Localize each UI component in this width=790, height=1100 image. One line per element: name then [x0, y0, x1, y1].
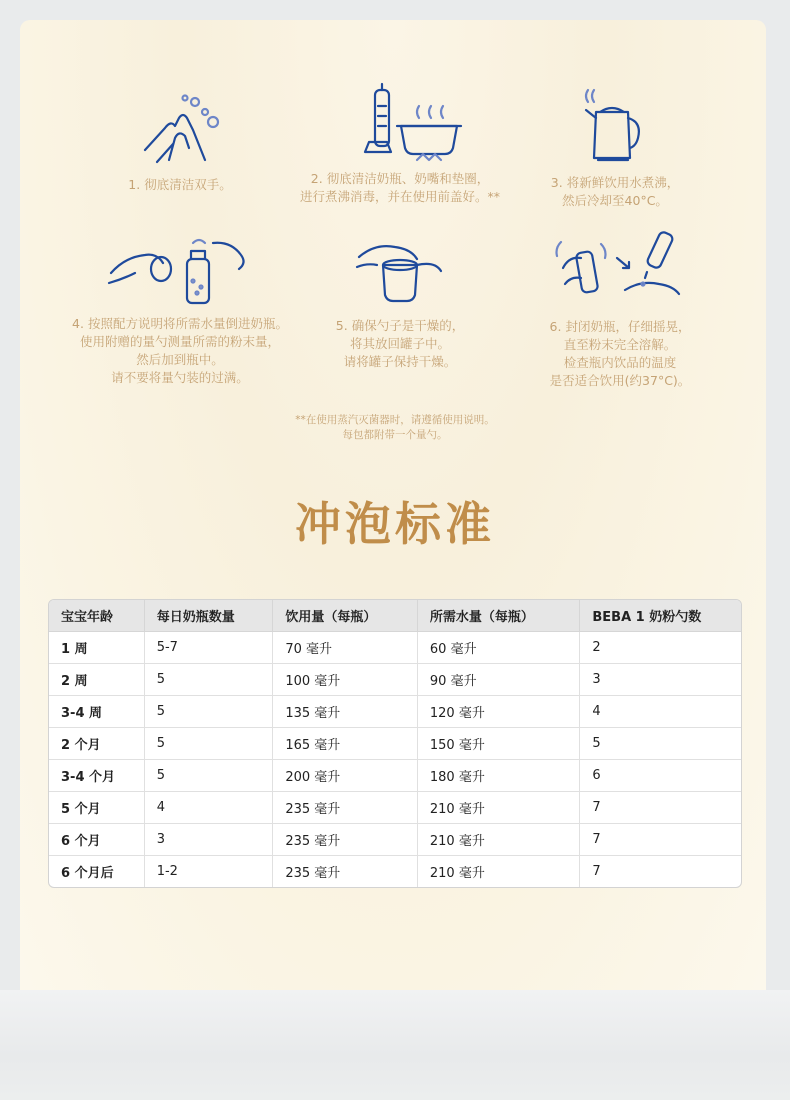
column-header: 饮用量（每瓶） [273, 600, 418, 632]
step-caption-line: 请不要将量勺装的过满。 [111, 370, 249, 385]
table-cell: 150 毫升 [418, 728, 581, 760]
step-3 [515, 88, 715, 210]
table-cell: 200 毫升 [273, 760, 418, 792]
kettle-icon [580, 88, 650, 168]
table-cell: 7 [580, 792, 741, 824]
step-6 [515, 228, 725, 390]
step-caption-line: 请将罐子保持干燥。 [343, 354, 457, 369]
step-caption-line: 然后冷却至40°C。 [562, 193, 668, 208]
table-cell: 235 毫升 [273, 856, 418, 887]
step-caption-line: 然后加到瓶中。 [136, 352, 224, 367]
table-row [49, 664, 741, 696]
table-cell: 1-2 [145, 856, 274, 887]
table-cell: 5 个月 [49, 792, 145, 824]
step-4 [55, 233, 305, 387]
table-cell: 6 个月后 [49, 856, 145, 887]
table-cell: 60 毫升 [418, 632, 581, 664]
column-header: 每日奶瓶数量 [145, 600, 274, 632]
table-cell: 2 个月 [49, 728, 145, 760]
table-cell: 3-4 个月 [49, 760, 145, 792]
table-cell: 5 [145, 728, 274, 760]
column-header: BEBA 1 奶粉勺数 [580, 600, 741, 632]
hand-washing-icon [135, 90, 225, 170]
note-line: 每包都附带一个量勺。 [342, 429, 448, 441]
table-header-row [49, 600, 741, 632]
step-caption-line: 是否适合饮用(约37°C)。 [549, 373, 691, 388]
table-row [49, 760, 741, 792]
step-caption-line: 检查瓶内饮品的温度 [563, 355, 677, 370]
table-cell: 3 [580, 664, 741, 696]
table-cell: 210 毫升 [418, 792, 581, 824]
table-cell: 5-7 [145, 632, 274, 664]
table-cell: 5 [145, 696, 274, 728]
step-caption-line: 6. 封闭奶瓶，仔细摇晃， [549, 319, 691, 334]
feeding-table [48, 599, 742, 888]
table-cell: 135 毫升 [273, 696, 418, 728]
table-cell: 6 [580, 760, 741, 792]
table-cell: 7 [592, 864, 601, 879]
table-cell: 180 毫升 [418, 760, 581, 792]
shake-bottle-icon [555, 228, 685, 306]
table-cell: 235 毫升 [273, 792, 418, 824]
table-cell: 100 毫升 [273, 664, 418, 696]
table-cell: 5 [580, 728, 741, 760]
table-cell: 120 毫升 [418, 696, 581, 728]
table-row [49, 728, 741, 760]
step-caption-line: 2. 彻底清洁奶瓶、奶嘴和垫圈， [310, 171, 490, 186]
table-cell: 210 毫升 [418, 856, 581, 887]
table-row [49, 824, 741, 856]
note-line: **在使用蒸汽灭菌器时，请遵循使用说明。 [295, 414, 495, 426]
scoop-can-icon [355, 237, 445, 307]
table-row [49, 632, 741, 664]
step-caption-line: 使用附赠的量勺测量所需的粉末量， [79, 334, 280, 349]
step-caption-line: 进行煮沸消毒，并在使用前盖好。** [299, 189, 500, 204]
table-cell: 210 毫升 [418, 824, 581, 856]
table-cell: 2 周 [49, 664, 145, 696]
step-2 [280, 82, 520, 206]
table-cell: 165 毫升 [273, 728, 418, 760]
table-cell: 2 [580, 632, 741, 664]
sterilizer-note [270, 413, 520, 443]
page-title: 冲泡标准 [295, 497, 495, 551]
bottle-sterilize-icon [335, 82, 465, 166]
column-header: 所需水量（每瓶） [418, 600, 581, 632]
table-cell: 5 [145, 664, 274, 696]
table-row [49, 696, 741, 728]
table-cell: 70 毫升 [273, 632, 418, 664]
step-caption-line: 直至粉末完全溶解。 [563, 337, 677, 352]
measure-powder-icon [105, 233, 255, 309]
column-header: 宝宝年龄 [49, 600, 145, 632]
table-cell: 5 [145, 760, 274, 792]
table-cell: 235 毫升 [273, 824, 418, 856]
table-cell: 1 周 [49, 632, 145, 664]
table-cell: 3 [145, 824, 274, 856]
table-cell: 6 个月 [49, 824, 145, 856]
table-row [49, 856, 741, 887]
table-cell: 7 [580, 824, 741, 856]
table-cell: 3-4 周 [49, 696, 145, 728]
table-cell: 90 毫升 [418, 664, 581, 696]
step-5 [300, 237, 500, 371]
step-1 [80, 90, 280, 194]
step-caption-line: 3. 将新鲜饮用水煮沸， [550, 175, 680, 190]
table-cell: 4 [580, 696, 741, 728]
step-caption-line: 1. 彻底清洁双手。 [128, 177, 232, 192]
bottom-background [0, 990, 790, 1100]
table-row [49, 792, 741, 824]
table-cell: 4 [145, 792, 274, 824]
step-caption-line: 5. 确保勺子是干燥的， [335, 318, 465, 333]
step-caption-line: 4. 按照配方说明将所需水量倒进奶瓶。 [72, 316, 288, 331]
step-caption-line: 将其放回罐子中。 [349, 336, 450, 351]
